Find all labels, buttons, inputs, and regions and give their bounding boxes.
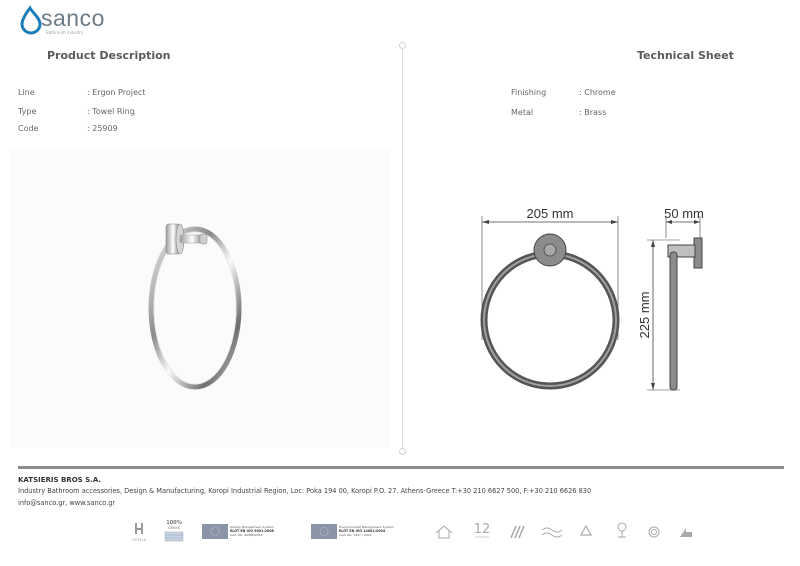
iso-9001-badge: [202, 524, 275, 539]
iso-14001-badge: [311, 524, 394, 539]
product-spec-list: [18, 88, 218, 148]
spec-value-metal: : Brass: [579, 108, 607, 117]
spec-value-code: : 25909: [87, 124, 118, 133]
product-description-heading: Product Description: [47, 49, 171, 62]
company-address: Industry Bathroom accessories, Design & Manufacturing, Koropi Industrial Region, Loc: Poka 194 00, Koropi P.O. 27. Athens-Greece T:+30 210 6627 500, F:+30 210 6626 830: [18, 487, 592, 495]
wave-icon: [542, 528, 562, 537]
technical-drawing: [410, 190, 772, 440]
spec-label-code: Code: [18, 124, 39, 133]
warranty-badge: [474, 522, 491, 537]
svg-text:HOTELS: HOTELS: [132, 538, 146, 542]
width-dimension-label: 205 mm: [526, 206, 574, 221]
svg-text:12: 12: [473, 522, 491, 537]
spec-label-type: Type: [18, 107, 37, 116]
spec-value-finishing: : Chrome: [579, 88, 616, 97]
brand-name: sanco: [41, 5, 105, 31]
svg-text:Quality Management System: Quality Management System: [230, 525, 274, 529]
svg-text:Cert. No: 90086/2050: Cert. No: 90086/2050: [230, 533, 263, 537]
svg-text:ELOT EN ISO 9001:2008: ELOT EN ISO 9001:2008: [230, 529, 274, 533]
certification-strip: [120, 516, 720, 546]
svg-text:Environmental Management Syste: Environmental Management System: [339, 525, 394, 529]
svg-text:Cert. No: 1447 / 2003: Cert. No: 1447 / 2003: [339, 533, 372, 537]
brand-tagline: Bathroom Industry: [46, 30, 84, 35]
company-contact[interactable]: info@sanco.gr, www.sanco.gr: [18, 499, 116, 507]
depth-dimension-label: 50 mm: [664, 206, 704, 221]
arrow-icon: [680, 528, 692, 537]
water-drop-icon: [22, 8, 40, 33]
house-icon: [436, 526, 452, 538]
spec-label-line: Line: [18, 88, 35, 97]
divider-bottom-dot: [399, 448, 406, 455]
height-dimension-label: 225 mm: [637, 291, 652, 339]
seal-icon: [649, 527, 659, 537]
svg-text:GREEK: GREEK: [168, 526, 180, 530]
technical-spec-list: [511, 88, 711, 128]
hotels-logo: [132, 523, 147, 542]
recycle-icon: [581, 526, 591, 535]
spec-label-finishing: Finishing: [511, 88, 547, 97]
lamp-icon: [618, 523, 626, 537]
company-name: KATSIERIS BROS S.A.: [18, 476, 102, 484]
ring-side-view: [670, 252, 677, 390]
stripes-icon: [511, 526, 524, 538]
footer-rule: [18, 466, 784, 469]
svg-text:ELOT EN ISO 14001:2004: ELOT EN ISO 14001:2004: [339, 529, 386, 533]
product-photo: [10, 148, 390, 448]
technical-sheet-heading: Technical Sheet: [637, 49, 734, 62]
column-divider: [402, 44, 403, 452]
spec-value-line: : Ergon Project: [87, 88, 146, 97]
svg-text:100%: 100%: [166, 520, 182, 526]
divider-top-dot: [399, 42, 406, 49]
ring-photo: [151, 229, 239, 387]
spec-label-metal: Metal: [511, 108, 534, 117]
greek-product-logo: [165, 520, 183, 541]
spec-value-type: : Towel Ring: [87, 107, 135, 116]
